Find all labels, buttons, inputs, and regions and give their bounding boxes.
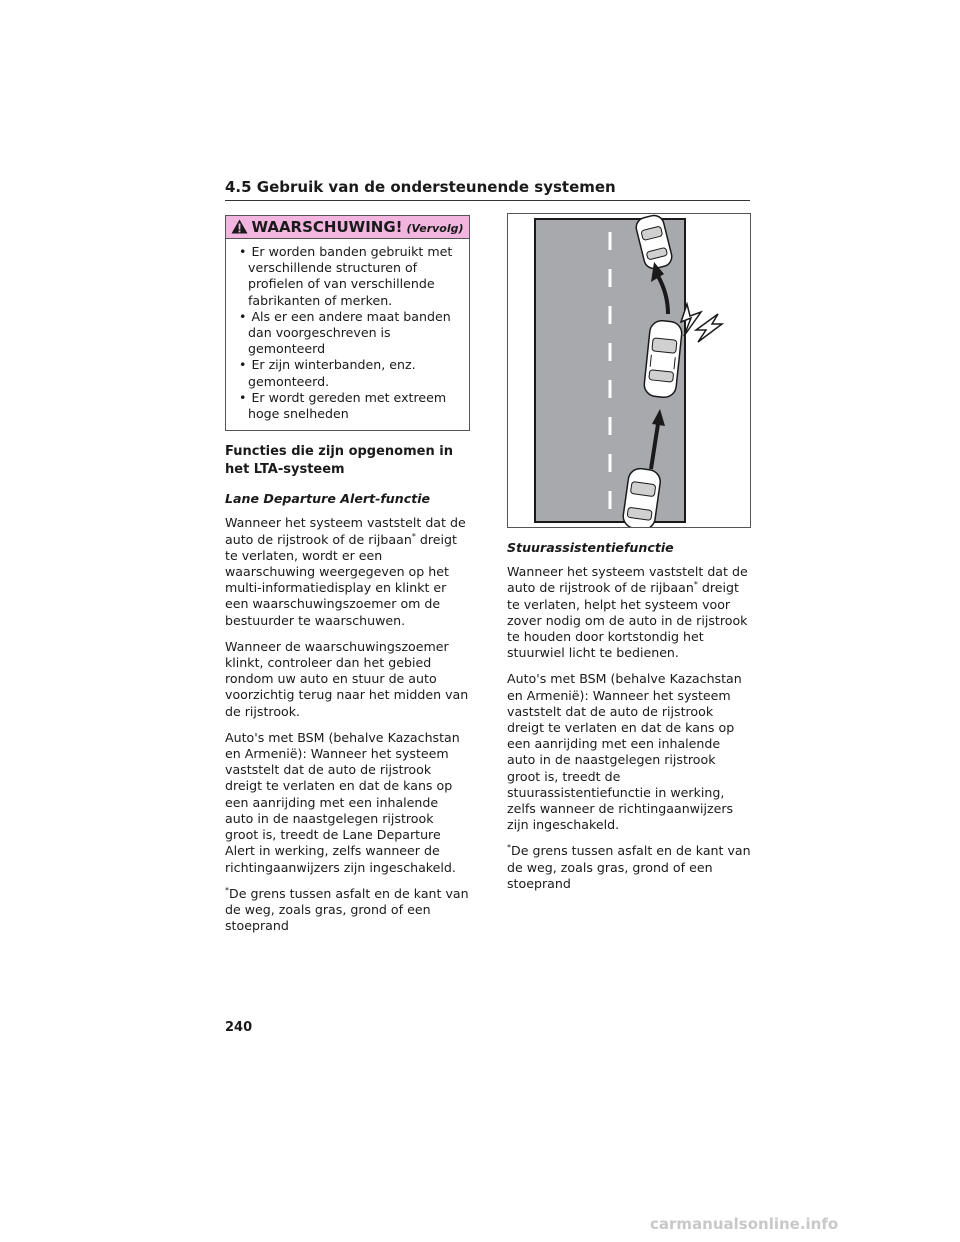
footnote: *De grens tussen asfalt en de kant van de weg, zoals gras, grond of een stoeprand bbox=[225, 885, 469, 934]
footnote: *De grens tussen asfalt en de kant van de weg, zoals gras, grond of een stoeprand bbox=[507, 843, 751, 891]
warning-item: • Er worden banden gebruikt met verschillende structuren of profielen of van verschillende fabrikanten of merken. bbox=[232, 244, 463, 309]
warning-title: WAARSCHUWING! bbox=[251, 218, 403, 236]
warning-list bbox=[232, 244, 463, 422]
warning-body bbox=[226, 239, 469, 430]
paragraph-3: Auto's met BSM (behalve Kazachstan en Armenië): Wanneer het systeem vaststelt dat de auto de rijstrook dreigt te verlaten en dat de kans op een aanrijding met een inhalende auto in de naastgelegen rijstrook groot is, treedt de Lane Departure Alert in werking, zelfs wanneer de richtingaanwijzers zijn ingeschakeld. bbox=[225, 729, 460, 875]
car-icon-middle bbox=[643, 320, 683, 399]
warning-item: • Er wordt gereden met extreem hoge snelheden bbox=[232, 390, 463, 422]
warning-box bbox=[225, 215, 470, 431]
paragraph-1: Wanneer het systeem vaststelt dat de auto de rijstrook of de rijbaan* dreigt te verlaten, helpt het systeem voor zover nodig om de auto in de rijstrook te houden door kortstondig het stuurwiel licht te bedienen. bbox=[507, 564, 748, 661]
paragraph-1: Wanneer het systeem vaststelt dat de auto de rijstrook of de rijbaan* dreigt te verlaten, wordt er een waarschuwing weergegeven op het multi-informatiedisplay en klinkt er een waarschuwingszoemer om de bestuurder te waarschuwen. bbox=[225, 515, 466, 628]
road-diagram bbox=[508, 214, 750, 527]
warning-triangle-icon bbox=[231, 219, 248, 234]
subtitle-steering-assist: Stuurassistentiefunctie bbox=[507, 540, 674, 555]
page-number: 240 bbox=[225, 1020, 253, 1035]
warning-item: • Er zijn winterbanden, enz. gemonteerd. bbox=[232, 357, 463, 389]
paragraph-2: Wanneer de waarschuwingszoemer klinkt, controleer dan het gebied rondom uw auto en stuur de auto voorzichtig terug naar het midden van de rijstrook. bbox=[225, 638, 469, 719]
warning-header bbox=[226, 216, 469, 239]
right-column bbox=[507, 540, 752, 902]
subtitle-lane-departure: Lane Departure Alert-functie bbox=[225, 491, 431, 507]
lane-departure-illustration bbox=[507, 213, 751, 528]
section-header: 4.5 Gebruik van de ondersteunende systemen bbox=[225, 178, 750, 201]
section-title: Functies die zijn opgenomen in het LTA-systeem bbox=[225, 444, 453, 478]
watermark: carmanualsonline.info bbox=[650, 1215, 839, 1233]
warning-continued: (Vervolg) bbox=[406, 222, 464, 235]
warning-item: • Als er een andere maat banden dan voorgeschreven is gemonteerd bbox=[232, 309, 463, 358]
lightning-warning-icon bbox=[681, 304, 722, 342]
left-column bbox=[225, 215, 470, 944]
paragraph-2: Auto's met BSM (behalve Kazachstan en Armenië): Wanneer het systeem vaststelt dat de auto de rijstrook dreigt te verlaten en dat de kans op een aanrijding met een inhalende auto in de naastgelegen rijstrook groot is, treedt de stuurassistentiefunctie in werking, zelfs wanneer de richtingaanwijzers zijn ingeschakeld. bbox=[507, 671, 742, 833]
